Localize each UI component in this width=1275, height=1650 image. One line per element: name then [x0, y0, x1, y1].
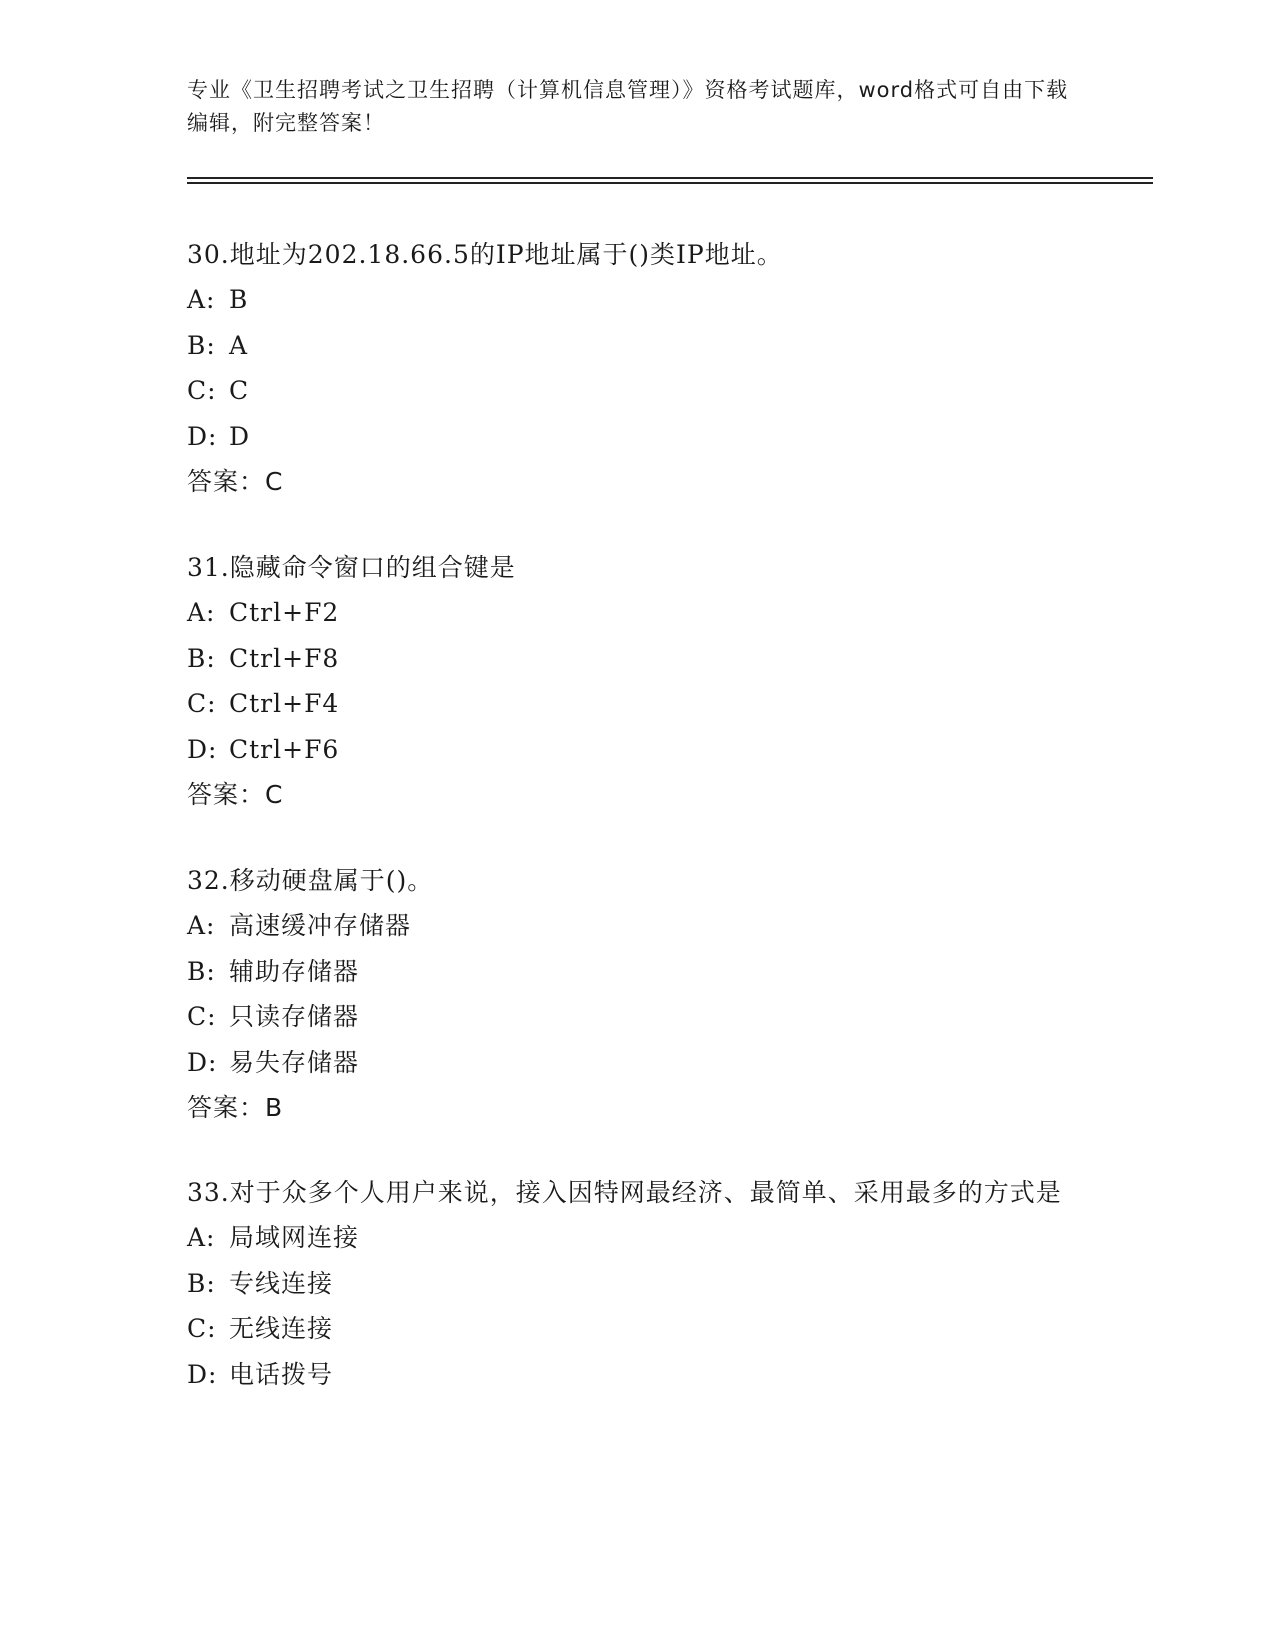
option-key: A: — [187, 1223, 216, 1252]
option-c — [187, 1306, 1087, 1352]
option-a — [187, 277, 1087, 323]
option-key: C: — [187, 1314, 217, 1343]
option-text: B — [229, 285, 249, 314]
option-key: B: — [187, 1268, 216, 1298]
option-d — [187, 1040, 1087, 1086]
option-c — [187, 994, 1087, 1040]
option-text: 高速缓冲存储器 — [229, 911, 412, 940]
option-key: B: — [187, 956, 216, 986]
option-text: 辅助存储器 — [229, 956, 360, 986]
answer-label: 答案：C — [187, 467, 284, 496]
option-text: C — [229, 376, 250, 405]
question-31 — [187, 545, 1087, 817]
option-key: B: — [187, 643, 216, 673]
option-text: Ctrl+F4 — [229, 689, 340, 718]
question-stem: 31.隐藏命令窗口的组合键是 — [187, 553, 516, 582]
answer-label: 答案：B — [187, 1093, 284, 1122]
question-33 — [187, 1170, 1087, 1397]
option-text: 局域网连接 — [229, 1223, 360, 1252]
option-b — [187, 323, 1087, 369]
option-a — [187, 590, 1087, 636]
option-text: Ctrl+F6 — [229, 734, 340, 764]
option-key: C: — [187, 1002, 217, 1031]
question-stem: 33.对于众多个人用户来说，接入因特网最经济、最简单、采用最多的方式是 — [187, 1178, 1062, 1207]
question-32 — [187, 858, 1087, 1130]
option-b — [187, 1261, 1087, 1307]
option-c — [187, 681, 1087, 727]
question-stem: 32.移动硬盘属于()。 — [187, 866, 434, 895]
answer-label: 答案：C — [187, 780, 284, 809]
question-stem: 30.地址为202.18.66.5的IP地址属于()类IP地址。 — [187, 240, 783, 269]
option-key: D: — [187, 421, 218, 451]
document-header — [187, 74, 1087, 140]
option-d — [187, 727, 1087, 773]
option-c — [187, 368, 1087, 414]
option-key: D: — [187, 734, 218, 764]
option-d — [187, 414, 1087, 460]
header-intro: 专业《卫生招聘考试之卫生招聘（计算机信息管理）》资格考试题库，word格式可自由下载编辑，附完整答案！ — [187, 78, 1069, 135]
question-30 — [187, 232, 1087, 504]
option-text: 易失存储器 — [229, 1047, 360, 1077]
option-key: B: — [187, 330, 216, 360]
option-text: Ctrl+F2 — [229, 598, 340, 627]
option-key: A: — [187, 911, 216, 940]
option-text: 无线连接 — [229, 1314, 334, 1343]
header-divider-top — [187, 177, 1153, 179]
option-key: A: — [187, 598, 216, 627]
option-text: D — [229, 421, 251, 451]
option-a — [187, 903, 1087, 949]
option-key: A: — [187, 285, 216, 314]
option-a — [187, 1215, 1087, 1261]
option-d — [187, 1352, 1087, 1398]
option-key: C: — [187, 376, 217, 405]
option-text: 电话拨号 — [229, 1359, 334, 1389]
option-b — [187, 636, 1087, 682]
option-key: D: — [187, 1359, 218, 1389]
option-key: D: — [187, 1047, 218, 1077]
option-text: 专线连接 — [229, 1268, 334, 1298]
header-divider-bottom — [187, 182, 1153, 184]
option-text: A — [229, 330, 249, 360]
option-text: 只读存储器 — [229, 1002, 360, 1031]
option-b — [187, 949, 1087, 995]
option-text: Ctrl+F8 — [229, 643, 340, 673]
option-key: C: — [187, 689, 217, 718]
